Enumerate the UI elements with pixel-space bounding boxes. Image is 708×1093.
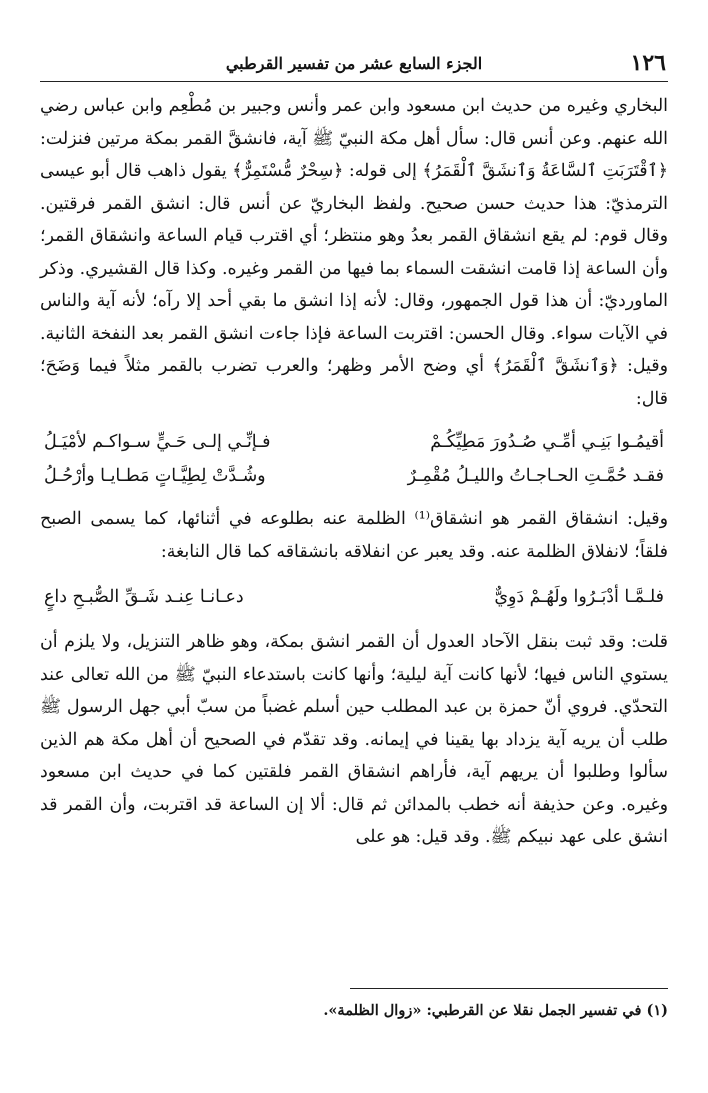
- poem-line: [40, 459, 668, 493]
- footnote-rule: [350, 988, 668, 989]
- page-number: ١٢٦: [630, 50, 666, 76]
- footnote: (١) في تفسير الجمل نقلا عن القرطبي: «زوال الظلمة».: [323, 1002, 668, 1019]
- hemistich-right: فلـمَّـا أدْبَـرُوا ولَهُـمْ دَوِيٌّ: [494, 587, 664, 607]
- hemistich-left: دعـانـا عِنـد شَـقِّ الصُّبـحِ داعٍ: [44, 587, 244, 607]
- paragraph-1: البخاري وغيره من حديث ابن مسعود وابن عمر وأنس وجبير بن مُطْعِم وابن عباس رضي الله عنهم. وعن أنس قال: سأل أهل مكة النبيّ ﷺ آية، فانشقَّ القمر بمكة مرتين فنزلت: ﴿ٱقْتَرَبَتِ ٱلسَّاعَةُ وَٱنشَقَّ ٱلْقَمَرُ﴾ إلى قوله: ﴿سِحْرٌ مُّسْتَمِرٌّ﴾ يقول ذاهب قال أبو عيسى الترمذيّ: هذا حديث حسن صحيح. ولفظ البخاريّ عن أنس قال: انشق القمر فرقتين. وقال قوم: لم يقع انشقاق القمر بعدُ وهو منتظر؛ أي اقترب قيام الساعة وانشقاق القمر؛ وأن الساعة إذا قامت انشقت السماء بما فيها من القمر وغيره. وكذا قال القشيري. وذكر الماورديّ: أن هذا قول الجمهور، وقال: لأنه إذا انشق ما بقي أحد إلا رآه؛ لأنه آية والناس في الآيات سواء. وقال الحسن: اقتربت الساعة فإذا جاءت انشق القمر بعد النفخة الثانية. وقيل: ﴿وَٱنشَقَّ ٱلْقَمَرُ﴾ أي وضح الأمر وظهر؛ والعرب تضرب بالقمر مثلاً فيما وَضَحَ؛ قال:: [40, 96, 668, 409]
- running-title: الجزء السابع عشر من تفسير القرطبي: [225, 54, 483, 73]
- header-rule: [40, 81, 668, 82]
- poem-line: [40, 580, 668, 614]
- main-text: [40, 90, 668, 854]
- paragraph-3: قلت: وقد ثبت بنقل الآحاد العدول أن القمر انشق بمكة، وهو ظاهر التنزيل، ولا يلزم أن يستوي الناس فيها؛ لأنها كانت آية ليلية؛ وأنها كانت باستدعاء النبيّ ﷺ من الله تعالى عند التحدّي. فروي أنّ حمزة بن عبد المطلب حين أسلم غضباً من سبّ أبي جهل الرسول ﷺ طلب أن يريه آية يزداد بها يقينا في إيمانه. وقد تقدّم في الصحيح أن أهل مكة هم الذين سألوا وطلبوا أن يريهم آية، فأراهم انشقاق القمر فلقتين كما في حديث ابن مسعود وغيره. وعن حذيفة أنه خطب بالمدائن ثم قال: ألا إن الساعة قد اقتربت، وأن القمر قد انشق على عهد نبيكم ﷺ. وقد قيل: هو على: [40, 632, 668, 847]
- paragraph-2: وقيل: انشقاق القمر هو انشقاق⁽¹⁾ الظلمة عنه بطلوعه في أثنائها، كما يسمى الصبح فلقاً؛ لانفلاق الظلمة عنه. وقد يعبر عن انفلاقه بانشقاقه كما قال النابغة:: [40, 509, 668, 562]
- page-header: [40, 48, 668, 82]
- poem-2: [40, 580, 668, 614]
- poem-1: [40, 425, 668, 493]
- hemistich-left: فـإنِّـي إلـى حَـيٍّ سـواكـم لأمْيَـلُ: [44, 432, 271, 452]
- hemistich-right: أقيمُـوا بَنِـي أمِّـي صُـدُورَ مَطِيِّكُـمْ: [430, 432, 664, 452]
- hemistich-left: وشُـدَّتْ لِطِيَّـاتٍ مَطـايـا وأرْحُـلُ: [44, 466, 266, 486]
- hemistich-right: فقـد حُمَّـتِ الحـاجـاتُ والليـلُ مُقْمِـرٌ: [407, 466, 664, 486]
- poem-line: [40, 425, 668, 459]
